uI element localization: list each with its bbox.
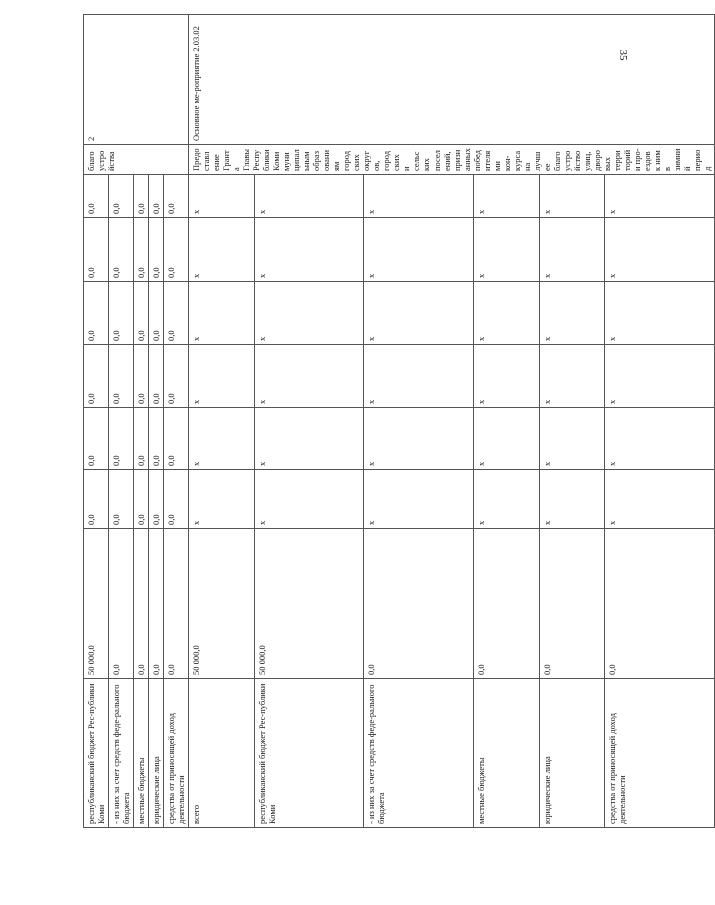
value-cell: 0,0 bbox=[84, 408, 109, 470]
value-cell: 0,0 bbox=[84, 282, 109, 345]
value-cell: х bbox=[189, 408, 255, 470]
value-cell: х bbox=[254, 470, 364, 529]
value-cell: 0,0 bbox=[149, 175, 164, 218]
table-row bbox=[189, 15, 255, 828]
value-cell: х bbox=[473, 408, 539, 470]
value-cell: х bbox=[605, 218, 715, 282]
value-cell: 0,0 bbox=[109, 470, 134, 529]
value-cell: х bbox=[539, 218, 605, 282]
funding-source-cell: средства от приносящей доход деятельности bbox=[605, 679, 715, 828]
value-cell: 0,0 bbox=[84, 175, 109, 218]
value-cell: х bbox=[189, 282, 255, 345]
value-cell: 0,0 bbox=[605, 529, 715, 679]
funding-source-cell: юридические лица bbox=[539, 679, 605, 828]
funding-source-cell: всего bbox=[189, 679, 255, 828]
value-cell: х bbox=[254, 408, 364, 470]
value-cell: 0,0 bbox=[149, 282, 164, 345]
value-cell: х bbox=[539, 345, 605, 408]
value-cell: х bbox=[254, 282, 364, 345]
value-cell: 0,0 bbox=[109, 218, 134, 282]
value-cell: х bbox=[605, 282, 715, 345]
value-cell: 0,0 bbox=[164, 175, 189, 218]
value-cell: 0,0 bbox=[134, 408, 149, 470]
value-cell: х bbox=[539, 408, 605, 470]
activity-number-cell: Основное ме-роприятие 2.03.02 bbox=[189, 15, 715, 145]
value-cell: х bbox=[473, 218, 539, 282]
value-cell: х bbox=[364, 408, 474, 470]
value-cell: х bbox=[189, 175, 255, 218]
value-cell: 0,0 bbox=[109, 345, 134, 408]
value-cell: х bbox=[189, 470, 255, 529]
value-cell: 0,0 bbox=[364, 529, 474, 679]
value-cell: х bbox=[605, 345, 715, 408]
value-cell: 0,0 bbox=[109, 529, 134, 679]
value-cell: 0,0 bbox=[164, 345, 189, 408]
value-cell: 0,0 bbox=[109, 282, 134, 345]
page-number-text: 35 bbox=[617, 49, 629, 61]
funding-source-cell: юридические лица bbox=[149, 679, 164, 828]
value-cell: 0,0 bbox=[134, 218, 149, 282]
value-cell: х bbox=[189, 218, 255, 282]
value-cell: 0,0 bbox=[164, 218, 189, 282]
value-cell: 0,0 bbox=[134, 470, 149, 529]
value-cell: х bbox=[473, 470, 539, 529]
value-cell: 0,0 bbox=[109, 408, 134, 470]
value-cell: х bbox=[473, 282, 539, 345]
value-cell: х bbox=[539, 282, 605, 345]
value-cell: х bbox=[254, 345, 364, 408]
value-cell: 50 000,0 bbox=[189, 529, 255, 679]
value-cell: 0,0 bbox=[164, 529, 189, 679]
value-cell: х bbox=[364, 218, 474, 282]
value-cell: 0,0 bbox=[134, 529, 149, 679]
value-cell: 0,0 bbox=[149, 345, 164, 408]
value-cell: 0,0 bbox=[473, 529, 539, 679]
funding-source-cell: местные бюджеты bbox=[134, 679, 149, 828]
value-cell: 0,0 bbox=[149, 408, 164, 470]
value-cell: 0,0 bbox=[134, 282, 149, 345]
value-cell: 0,0 bbox=[164, 408, 189, 470]
value-cell: 50 000,0 bbox=[254, 529, 364, 679]
value-cell: 0,0 bbox=[84, 470, 109, 529]
value-cell: х bbox=[189, 345, 255, 408]
value-cell: х bbox=[539, 470, 605, 529]
value-cell: х bbox=[473, 345, 539, 408]
value-cell: х bbox=[364, 470, 474, 529]
activity-description-cell: Предоставление Гранта Главы Республики Коми муниципальным образованиям городских округов, городских и сельских поселений, признанных победителями кон-курса на лучшее благоустройство улиц, дворовых территорий и про-ездов к ним в зимний период bbox=[189, 145, 715, 175]
value-cell: 0,0 bbox=[164, 282, 189, 345]
value-cell: х bbox=[605, 175, 715, 218]
value-cell: 0,0 bbox=[164, 470, 189, 529]
value-cell: х bbox=[364, 345, 474, 408]
funding-source-cell: - из них за счет средств феде-рального бюджета bbox=[364, 679, 474, 828]
activity-description-cell: благоустройства bbox=[84, 145, 189, 175]
value-cell: 0,0 bbox=[539, 529, 605, 679]
value-cell: 0,0 bbox=[149, 470, 164, 529]
value-cell: 50 000,0 bbox=[84, 529, 109, 679]
value-cell: х bbox=[364, 175, 474, 218]
value-cell: 0,0 bbox=[134, 175, 149, 218]
table-row bbox=[84, 15, 109, 828]
value-cell: х bbox=[605, 408, 715, 470]
value-cell: х bbox=[605, 470, 715, 529]
value-cell: 0,0 bbox=[109, 175, 134, 218]
value-cell: х bbox=[254, 175, 364, 218]
funding-source-cell: республиканский бюджет Рес-публики Коми bbox=[254, 679, 364, 828]
value-cell: х bbox=[254, 218, 364, 282]
funding-source-cell: - из них за счет средств феде-рального бюджета bbox=[109, 679, 134, 828]
funding-source-cell: республиканский бюджет Рес-публики Коми bbox=[84, 679, 109, 828]
funding-source-cell: местные бюджеты bbox=[473, 679, 539, 828]
value-cell: х bbox=[473, 175, 539, 218]
value-cell: 0,0 bbox=[149, 529, 164, 679]
value-cell: х bbox=[364, 282, 474, 345]
value-cell: 0,0 bbox=[84, 345, 109, 408]
value-cell: 0,0 bbox=[149, 218, 164, 282]
value-cell: х bbox=[539, 175, 605, 218]
budget-table bbox=[83, 14, 715, 828]
value-cell: 0,0 bbox=[84, 218, 109, 282]
funding-source-cell: средства от приносящей доход деятельности bbox=[164, 679, 189, 828]
value-cell: 0,0 bbox=[134, 345, 149, 408]
activity-number-cell: 2 bbox=[84, 15, 189, 145]
